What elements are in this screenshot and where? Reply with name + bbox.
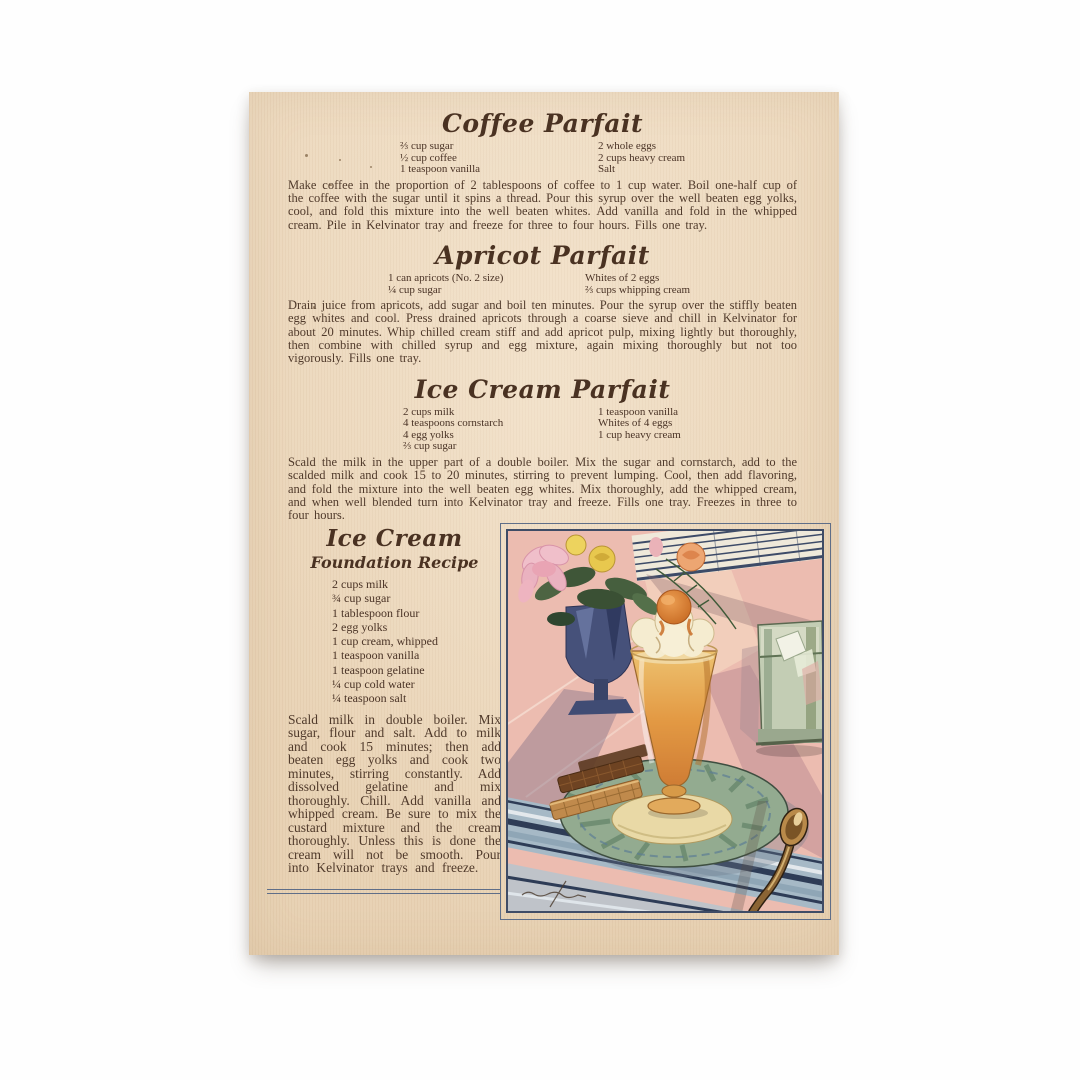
- recipe-title-ice-cream: Ice Cream: [326, 525, 463, 552]
- ingredients-left: [288, 407, 598, 453]
- ingredient-line: 1 cup heavy cream: [598, 428, 681, 441]
- ingredient-line: 4 egg yolks: [403, 428, 454, 441]
- ingredients-right: [585, 273, 797, 296]
- ingredients-right: [598, 407, 797, 453]
- recipe-title-coffee-parfait: Coffee Parfait: [441, 109, 644, 138]
- ingredient-line: 1 teaspoon vanilla: [400, 163, 481, 176]
- ingredients-left: [288, 273, 585, 296]
- recipe-title-apricot-parfait: Apricot Parfait: [435, 240, 650, 270]
- ingredient-line: 1 teaspoon vanilla: [598, 405, 679, 418]
- ingredient-line: 1 can apricots (No. 2 size): [388, 271, 504, 284]
- ingredient-line: 2 cups milk: [403, 405, 455, 418]
- flower-bud: [649, 537, 663, 557]
- ingredient-line: ½ cup coffee: [400, 151, 457, 164]
- ingredient-line: 1 teaspoon gelatine: [332, 662, 425, 677]
- ingredient-columns: [288, 273, 797, 296]
- recipe-body: Make coffee in the proportion of 2 tablespoons of coffee to 1 cup water. Boil one-half cup of the coffee with the sugar until it spins a thread. Pour this syrup over the well beaten egg yolks, cool, and fold this mixture into the well beaten whites. Add vanilla and fold in the whipped cream. Pile in Kelvinator tray and freeze for three to four hours. Fills one tray.: [288, 177, 797, 232]
- ingredient-columns: [288, 141, 797, 176]
- ingredient-line: ⅔ cup sugar: [403, 440, 457, 453]
- ingredient-line: 1 teaspoon vanilla: [332, 648, 420, 663]
- recipe-text-block: [288, 110, 797, 523]
- ingredient-line: Whites of 2 eggs: [585, 271, 660, 284]
- ingredient-columns: [288, 407, 797, 453]
- yellow-rose: [566, 535, 586, 555]
- foundation-recipe-column: [288, 527, 501, 888]
- ingredient-line: ⅔ cups whipping cream: [585, 283, 691, 296]
- ingredients-right: [598, 141, 797, 176]
- apricot-topping: [657, 590, 691, 624]
- ingredient-line: Salt: [598, 163, 616, 176]
- ingredient-line: 2 cups milk: [332, 577, 388, 591]
- ingredients-list: [288, 577, 501, 706]
- recipe-booklet-page: [249, 92, 839, 955]
- leaf: [547, 612, 575, 626]
- recipe-subtitle-foundation: Foundation Recipe: [310, 553, 479, 572]
- double-rule-divider: [267, 889, 501, 894]
- ingredient-line: 1 tablespoon flour: [332, 605, 420, 620]
- parfait-illustration: [506, 529, 824, 913]
- ingredients-left: [288, 141, 598, 176]
- ingredient-line: ¼ cup cold water: [332, 677, 415, 692]
- ingredient-line: Whites of 4 eggs: [598, 417, 673, 430]
- ingredient-line: 1 cup cream, whipped: [332, 634, 438, 649]
- water-glass: [756, 621, 824, 757]
- recipe-body: Scald the milk in the upper part of a double boiler. Mix the sugar and cornstarch, add to the scalded milk and cook 15 to 20 minutes, stirring to prevent lumping. Cool, then add flavoring, and fold the mixture into the well beaten egg whites. Mix thoroughly, add the whipped cream, and when well blended turn into Kelvinator tray and freeze. Fills one tray. Freezes in three to four hours.: [288, 455, 797, 523]
- illustration-frame: [500, 523, 831, 920]
- ingredient-line: 2 cups heavy cream: [598, 151, 686, 164]
- ingredient-line: 4 teaspoons cornstarch: [403, 417, 504, 430]
- ingredient-line: 2 egg yolks: [332, 619, 388, 634]
- ingredient-line: ¼ cup sugar: [388, 283, 442, 296]
- ingredient-line: ¾ cup sugar: [332, 591, 391, 606]
- recipe-body: Scald milk in double boiler. Mix sugar, flour and salt. Add to milk and cook 15 minutes; then add beaten egg yolks and cook two minutes, stirring constantly. Add dissolved gelatine and mix thoroughly. Chill. Add vanilla and whipped cream. Be sure to mix the custard mixture and the cream thoroughly. Unless this is done the cream will not be smooth. Pour into Kelvinator trays and freeze.: [288, 711, 501, 876]
- ingredient-line: ¼ teaspoon salt: [332, 691, 407, 706]
- recipe-body: Drain juice from apricots, add sugar and boil ten minutes. Pour the syrup over the stiffly beaten egg whites and cool. Press drained apricots through a coarse sieve and chill in Kelvinator for about 20 minutes. Whip chilled cream stiff and add apricot pulp, mixing lightly but thoroughly, then combine with chilled syrup and egg mixture, again mixing thoroughly but not too vigorously. Fills one tray.: [288, 298, 797, 366]
- ingredient-line: 2 whole eggs: [598, 140, 657, 152]
- recipe-title-ice-cream-parfait: Ice Cream Parfait: [414, 374, 671, 404]
- glass-shadow: [740, 645, 760, 745]
- ingredient-line: ⅔ cup sugar: [400, 140, 454, 152]
